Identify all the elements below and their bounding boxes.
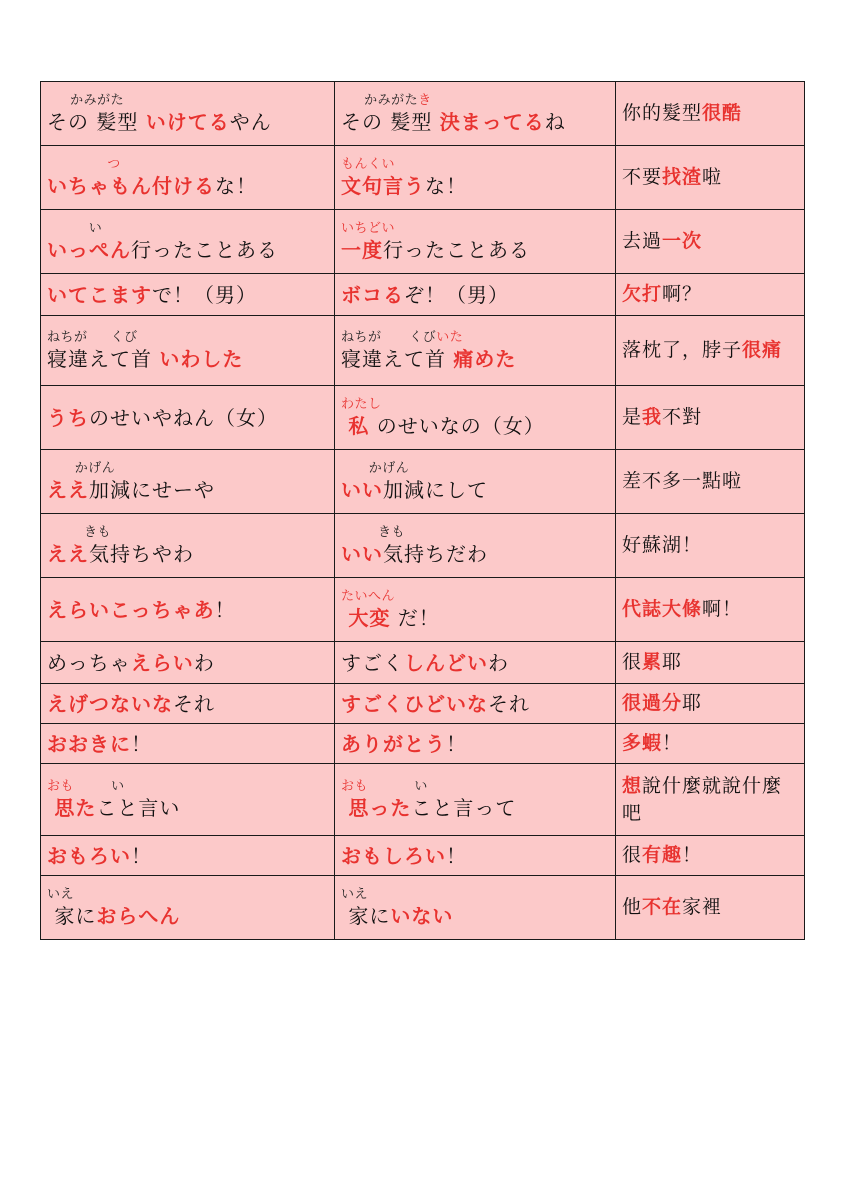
- standard-japanese-cell: [335, 724, 616, 764]
- cell-content: [47, 461, 328, 503]
- phrase-line: [47, 477, 328, 503]
- kansai-dialect-cell: [41, 450, 335, 514]
- translation-highlight: 很酷: [702, 102, 743, 124]
- furigana-line: [341, 589, 609, 605]
- kansai-dialect-cell: [41, 578, 335, 642]
- phrase-highlight: 大変: [348, 605, 391, 630]
- standard-japanese-cell: [335, 684, 616, 724]
- cell-content: [341, 221, 609, 263]
- phrase-highlight: いっぺん: [47, 237, 131, 262]
- cell-content: [341, 93, 609, 135]
- chinese-translation-cell: [616, 724, 805, 764]
- furigana-text: [47, 157, 107, 172]
- chinese-translation-cell: [616, 764, 805, 836]
- kansai-dialect-cell: [41, 514, 335, 578]
- phrase-text: 寝違えて首: [341, 346, 454, 371]
- furigana-line: [341, 330, 609, 346]
- chinese-translation-cell: [616, 82, 805, 146]
- phrase-text: 寝違えて首: [47, 346, 160, 371]
- furigana-line: [47, 461, 328, 477]
- translation-text: 耶: [662, 651, 683, 673]
- translation-text: [622, 100, 798, 127]
- translation-text: [622, 596, 798, 623]
- table-row: [41, 642, 805, 684]
- cell-content: [341, 691, 609, 717]
- translation-highlight: 不在: [642, 896, 683, 918]
- translation-highlight: 有趣: [642, 844, 683, 866]
- furigana-line: [341, 93, 609, 109]
- cell-content: [341, 589, 609, 631]
- translation-text: [622, 773, 798, 827]
- chinese-translation-cell: [616, 642, 805, 684]
- furigana-text: かげん: [47, 460, 116, 476]
- phrase-highlight: ええ: [47, 541, 89, 566]
- phrase-line: [47, 731, 328, 757]
- chinese-translation-cell: [616, 578, 805, 642]
- phrase-text: のせいなの（女）: [369, 413, 545, 438]
- phrase-line: [341, 173, 609, 199]
- phrase-highlight: いい: [341, 477, 383, 502]
- translation-text: [622, 468, 798, 495]
- furigana-text: かみがた: [341, 92, 419, 108]
- translation-highlight: 欠打: [622, 283, 663, 305]
- phrase-text: ぞ！（男）: [404, 282, 509, 307]
- chinese-translation-cell: [616, 274, 805, 316]
- furigana-highlight: わたし: [341, 396, 382, 412]
- phrase-line: [341, 795, 609, 821]
- furigana-text: い: [368, 778, 428, 794]
- phrase-highlight: えげつないな: [47, 691, 173, 716]
- phrase-text: 行ったことある: [131, 237, 278, 262]
- phrase-text: だ！: [390, 605, 440, 630]
- chinese-translation-cell: [616, 450, 805, 514]
- translation-highlight: 想: [622, 774, 643, 797]
- phrase-highlight: 私: [348, 413, 370, 438]
- cell-content: [47, 405, 328, 431]
- phrase-highlight: いちゃもん付ける: [47, 173, 215, 198]
- furigana-highlight: もんくい: [341, 156, 396, 172]
- phrase-line: [47, 903, 328, 929]
- phrase-text: ！: [131, 843, 152, 868]
- cell-content: [341, 330, 609, 372]
- phrase-text: やん: [229, 109, 272, 134]
- translation-text: [622, 532, 798, 559]
- translation-text: 很: [622, 844, 643, 866]
- phrase-text: ！: [131, 731, 152, 756]
- phrase-line: [341, 237, 609, 263]
- cell-content: [47, 157, 328, 199]
- phrase-text: で！（男）: [152, 282, 257, 307]
- translation-text: 啊？: [662, 283, 703, 305]
- furigana-highlight: たいへん: [341, 588, 396, 604]
- cell-content: [341, 731, 609, 757]
- translation-text: ！: [662, 732, 683, 754]
- chinese-translation-cell: [616, 210, 805, 274]
- cell-content: [47, 597, 328, 623]
- translation-text: 去過: [622, 230, 663, 252]
- phrase-highlight: 思た: [54, 795, 97, 820]
- translation-text: [622, 730, 798, 757]
- phrase-text: のせいやねん（女）: [89, 405, 278, 430]
- furigana-highlight: いた: [436, 329, 464, 345]
- furigana-text: い: [74, 778, 125, 794]
- phrase-highlight: ええ: [47, 477, 89, 502]
- phrase-highlight: 痛めた: [453, 346, 517, 371]
- translation-text: [622, 842, 798, 869]
- kansai-dialect-cell: [41, 724, 335, 764]
- phrase-text: な！: [215, 173, 257, 198]
- chinese-translation-cell: [616, 514, 805, 578]
- furigana-line: [341, 887, 609, 903]
- phrase-text: 加減にせーや: [89, 477, 215, 502]
- table-row: [41, 386, 805, 450]
- phrase-text: ！: [214, 597, 236, 622]
- translation-text: 不要: [622, 166, 663, 188]
- cell-content: [341, 887, 609, 929]
- furigana-text: い: [47, 220, 103, 236]
- cell-content: [47, 282, 328, 308]
- translation-text: [622, 228, 798, 255]
- cell-content: [341, 157, 609, 199]
- phrase-line: [341, 477, 609, 503]
- standard-japanese-cell: [335, 386, 616, 450]
- furigana-text: ねちが くび: [341, 329, 437, 345]
- phrase-line: [341, 282, 609, 308]
- furigana-line: [47, 330, 328, 346]
- phrase-highlight: 決まってる: [439, 109, 545, 134]
- phrase-highlight: おらへん: [96, 903, 181, 928]
- furigana-highlight: つ: [107, 156, 121, 172]
- cell-content: [341, 461, 609, 503]
- table-row: [41, 876, 805, 940]
- translation-text: 不對: [662, 406, 703, 428]
- phrase-line: [47, 597, 328, 623]
- cell-content: [341, 397, 609, 439]
- kansai-dialect-cell: [41, 876, 335, 940]
- kansai-dialect-cell: [41, 836, 335, 876]
- kansai-dialect-cell: [41, 684, 335, 724]
- translation-highlight: 很痛: [742, 339, 783, 361]
- phrase-highlight: ボコる: [341, 282, 404, 307]
- translation-highlight: 代誌大條: [622, 598, 703, 620]
- phrase-highlight: おもろい: [47, 843, 131, 868]
- phrase-highlight: しんどい: [404, 650, 488, 675]
- cell-content: [341, 282, 609, 308]
- phrase-highlight: えらい: [130, 650, 194, 675]
- phrase-line: [47, 109, 328, 135]
- cell-content: [341, 525, 609, 567]
- phrase-text: ね: [544, 109, 566, 134]
- translation-highlight: 很過分: [622, 692, 683, 714]
- phrase-text: こと言って: [411, 795, 517, 820]
- translation-text: 好蘇湖！: [622, 534, 703, 556]
- translation-text: 耶: [682, 692, 703, 714]
- furigana-highlight: おも: [341, 778, 369, 794]
- standard-japanese-cell: [335, 836, 616, 876]
- phrase-highlight: いわした: [159, 346, 244, 371]
- phrase-text: それ: [488, 691, 530, 716]
- furigana-text: いえ: [341, 886, 369, 902]
- phrase-text: わ: [193, 650, 215, 675]
- phrase-text: ！: [446, 843, 467, 868]
- phrase-line: [47, 691, 328, 717]
- phrase-highlight: 文句言う: [341, 173, 425, 198]
- phrase-highlight: 思った: [348, 795, 412, 820]
- chinese-translation-cell: [616, 684, 805, 724]
- standard-japanese-cell: [335, 210, 616, 274]
- standard-japanese-cell: [335, 82, 616, 146]
- phrase-line: [341, 109, 609, 135]
- furigana-line: [341, 221, 609, 237]
- translation-text: [622, 281, 798, 308]
- phrase-text: 行ったことある: [383, 237, 530, 262]
- furigana-highlight: き: [418, 92, 432, 108]
- cell-content: [47, 330, 328, 372]
- furigana-text: きも: [341, 524, 406, 540]
- furigana-line: [47, 93, 328, 109]
- cell-content: [341, 843, 609, 869]
- phrase-highlight: えらいこっちゃあ: [47, 597, 215, 622]
- kansai-dialect-cell: [41, 386, 335, 450]
- phrase-text: すごく: [341, 650, 404, 675]
- furigana-line: [341, 525, 609, 541]
- phrase-text: 加減にして: [383, 477, 488, 502]
- furigana-highlight: いちどい: [341, 220, 396, 236]
- table-row: [41, 578, 805, 642]
- phrase-text: 家に: [47, 903, 97, 928]
- cell-content: [341, 650, 609, 676]
- furigana-text: かげん: [341, 460, 410, 476]
- kansai-dialect-cell: [41, 316, 335, 386]
- phrase-line: [341, 731, 609, 757]
- standard-japanese-cell: [335, 146, 616, 210]
- translation-highlight: 多蝦: [622, 732, 663, 754]
- translation-text: 說什麼就說什麼吧: [622, 774, 783, 824]
- translation-text: [622, 337, 798, 364]
- translation-text: 啦: [702, 166, 723, 188]
- phrase-highlight: おもしろい: [341, 843, 446, 868]
- table-row: [41, 82, 805, 146]
- standard-japanese-cell: [335, 876, 616, 940]
- phrase-text: それ: [173, 691, 215, 716]
- phrase-line: [341, 691, 609, 717]
- cell-content: [47, 691, 328, 717]
- kansai-dialect-cell: [41, 82, 335, 146]
- furigana-line: [341, 461, 609, 477]
- standard-japanese-cell: [335, 514, 616, 578]
- standard-japanese-cell: [335, 274, 616, 316]
- chinese-translation-cell: [616, 146, 805, 210]
- translation-text: ！: [682, 844, 703, 866]
- phrase-highlight: おおきに: [47, 731, 131, 756]
- kansai-dialect-cell: [41, 274, 335, 316]
- phrase-line: [47, 405, 328, 431]
- phrase-text: その 髪型: [47, 109, 146, 134]
- phrase-line: [47, 237, 328, 263]
- phrase-line: [47, 795, 328, 821]
- table-row: [41, 514, 805, 578]
- phrase-highlight: ありがとう: [341, 731, 446, 756]
- furigana-line: [47, 157, 328, 173]
- phrase-text: 家に: [341, 903, 391, 928]
- cell-content: [47, 887, 328, 929]
- kansai-dialect-cell: [41, 210, 335, 274]
- furigana-line: [47, 525, 328, 541]
- cell-content: [47, 221, 328, 263]
- furigana-text: きも: [47, 524, 112, 540]
- translation-highlight: 一次: [662, 230, 703, 252]
- standard-japanese-cell: [335, 316, 616, 386]
- table-body: [41, 82, 805, 940]
- cell-content: [47, 93, 328, 135]
- phrase-line: [341, 413, 609, 439]
- standard-japanese-cell: [335, 578, 616, 642]
- furigana-line: [47, 779, 328, 795]
- standard-japanese-cell: [335, 450, 616, 514]
- phrase-text: な！: [425, 173, 467, 198]
- dialect-vocab-table: [40, 81, 805, 940]
- phrase-line: [47, 650, 328, 676]
- table-row: [41, 146, 805, 210]
- cell-content: [47, 650, 328, 676]
- chinese-translation-cell: [616, 876, 805, 940]
- chinese-translation-cell: [616, 316, 805, 386]
- chinese-translation-cell: [616, 836, 805, 876]
- phrase-text: こと言い: [96, 795, 181, 820]
- furigana-line: [341, 157, 609, 173]
- phrase-line: [341, 650, 609, 676]
- table-row: [41, 764, 805, 836]
- cell-content: [47, 731, 328, 757]
- furigana-line: [341, 779, 609, 795]
- phrase-line: [341, 903, 609, 929]
- translation-text: 他: [622, 896, 643, 918]
- translation-text: [622, 404, 798, 431]
- phrase-text: 気持ちだわ: [383, 541, 488, 566]
- standard-japanese-cell: [335, 764, 616, 836]
- table-row: [41, 210, 805, 274]
- furigana-text: ねちが くび: [47, 329, 138, 345]
- furigana-line: [341, 397, 609, 413]
- translation-text: 落枕了，脖子: [622, 339, 743, 361]
- phrase-highlight: すごくひどいな: [341, 691, 488, 716]
- phrase-highlight: いい: [341, 541, 383, 566]
- translation-text: [622, 690, 798, 717]
- cell-content: [47, 843, 328, 869]
- translation-text: [622, 894, 798, 921]
- translation-text: 啊！: [702, 598, 743, 620]
- translation-text: [622, 164, 798, 191]
- phrase-highlight: うち: [47, 405, 89, 430]
- standard-japanese-cell: [335, 642, 616, 684]
- translation-text: 是: [622, 406, 643, 428]
- kansai-dialect-cell: [41, 642, 335, 684]
- phrase-line: [47, 173, 328, 199]
- table-row: [41, 684, 805, 724]
- phrase-text: わ: [488, 650, 509, 675]
- phrase-line: [341, 541, 609, 567]
- phrase-highlight: いけてる: [145, 109, 230, 134]
- translation-text: [622, 649, 798, 676]
- phrase-line: [341, 346, 609, 372]
- phrase-highlight: いない: [390, 903, 454, 928]
- cell-content: [47, 525, 328, 567]
- translation-text: 家裡: [682, 896, 723, 918]
- furigana-highlight: おも: [47, 778, 75, 794]
- furigana-text: かみがた: [47, 92, 125, 108]
- phrase-highlight: いてこます: [47, 282, 152, 307]
- translation-text: 差不多一點啦: [622, 470, 743, 492]
- translation-text: 很: [622, 651, 643, 673]
- table-row: [41, 836, 805, 876]
- translation-highlight: 我: [642, 406, 663, 428]
- phrase-line: [341, 605, 609, 631]
- table-row: [41, 316, 805, 386]
- kansai-dialect-cell: [41, 146, 335, 210]
- phrase-line: [47, 541, 328, 567]
- furigana-line: [47, 221, 328, 237]
- phrase-text: 気持ちやわ: [89, 541, 194, 566]
- table-row: [41, 450, 805, 514]
- kansai-dialect-cell: [41, 764, 335, 836]
- phrase-line: [47, 843, 328, 869]
- translation-highlight: 累: [642, 651, 663, 673]
- phrase-line: [47, 282, 328, 308]
- phrase-line: [341, 843, 609, 869]
- table-row: [41, 274, 805, 316]
- cell-content: [341, 779, 609, 821]
- translation-text: 你的髮型: [622, 102, 703, 124]
- chinese-translation-cell: [616, 386, 805, 450]
- furigana-text: いえ: [47, 886, 75, 902]
- phrase-text: その 髪型: [341, 109, 440, 134]
- phrase-line: [47, 346, 328, 372]
- phrase-highlight: 一度: [341, 237, 383, 262]
- phrase-text: めっちゃ: [47, 650, 131, 675]
- table-row: [41, 724, 805, 764]
- translation-highlight: 找渣: [662, 166, 703, 188]
- cell-content: [47, 779, 328, 821]
- phrase-text: ！: [446, 731, 467, 756]
- furigana-line: [47, 887, 328, 903]
